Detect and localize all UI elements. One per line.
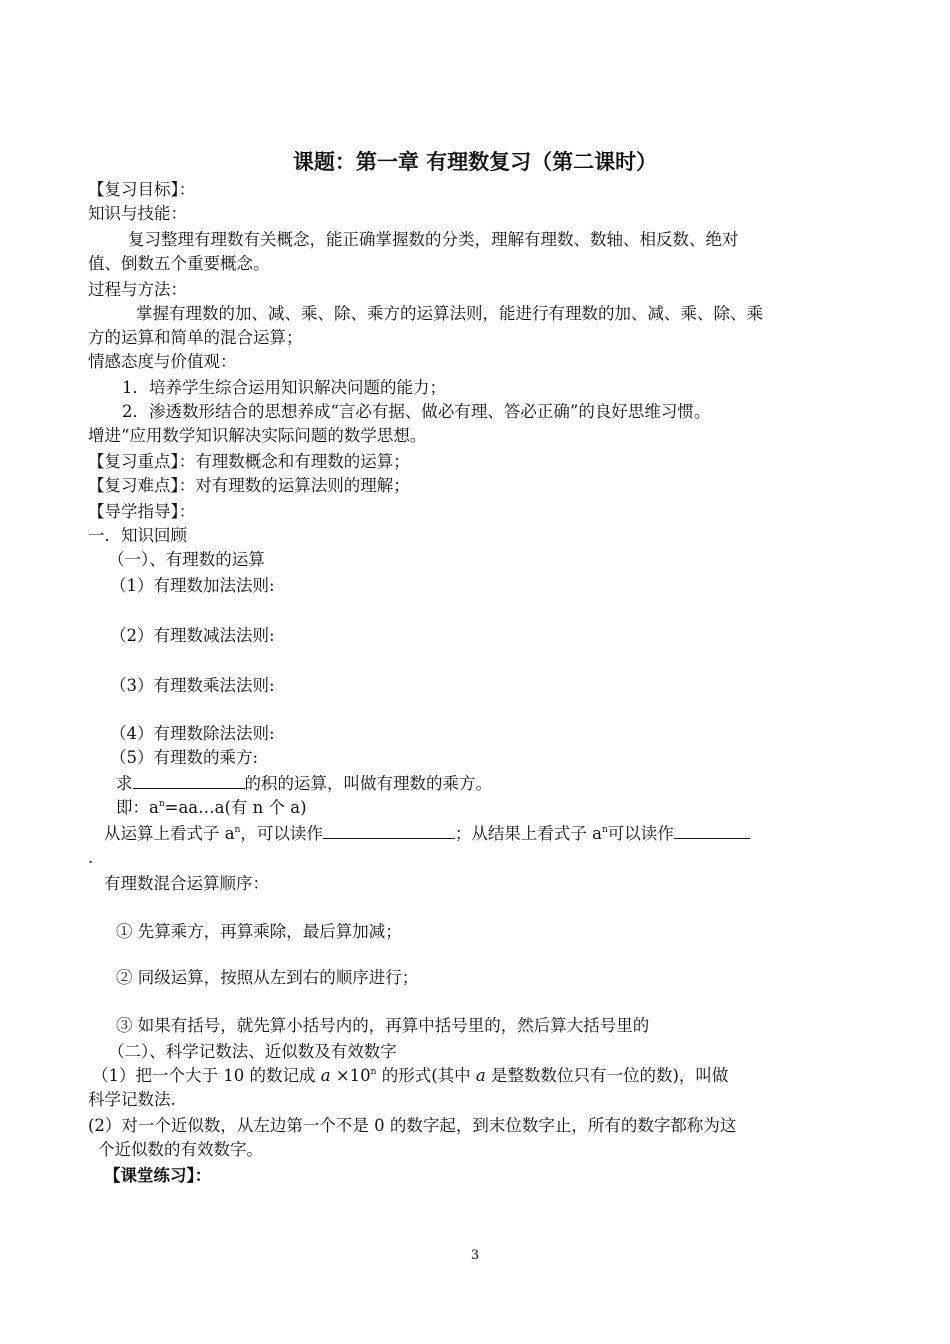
- significant-figures-line-1: (2）对一个近似数，从左边第一个不是 0 的数字起，到末位数字止，所有的数字都称为这: [88, 1116, 737, 1135]
- process-line-1: 掌握有理数的加、减、乘、除、乘方的运算法则，能进行有理数的加、减、乘、除、乘: [136, 304, 763, 323]
- review-sub-2: （二）、科学记数法、近似数及有效数字: [108, 1042, 397, 1061]
- page-number: 3: [470, 1248, 480, 1263]
- fill-blank-1[interactable]: [133, 772, 245, 789]
- review-sub-1: （一）、有理数的运算: [108, 550, 265, 569]
- knowledge-line-1: 复习整理有理数有关概念，能正确掌握数的分类，理解有理数、数轴、相反数、绝对: [128, 230, 739, 249]
- difficulty-line: 【复习难点】：对有理数的运算法则的理解；: [88, 476, 410, 495]
- process-line-2: 方的运算和简单的混合运算；: [88, 328, 303, 347]
- addition-rule: （1）有理数加法法则:: [110, 576, 275, 595]
- order-step-3: ③ 如果有括号，就先算小括号内的，再算中括号里的，然后算大括号里的: [116, 1016, 650, 1035]
- power-definition-pre: 求: [116, 774, 133, 793]
- power-definition-post: 的积的运算，叫做有理数的乘方。: [244, 774, 492, 793]
- emotion-item-2-line-2: 增进“应用数学知识解决实际问题的数学思想。: [88, 426, 427, 445]
- period-mark: .: [88, 848, 94, 867]
- knowledge-line-2: 值、倒数五个重要概念。: [88, 254, 270, 273]
- scientific-notation-line-2: 科学记数法.: [88, 1090, 176, 1109]
- emotion-item-1: 1．培养学生综合运用知识解决问题的能力；: [122, 378, 446, 397]
- power-rule: （5）有理数的乘方:: [110, 748, 259, 767]
- focus-line: 【复习重点】：有理数概念和有理数的运算；: [88, 452, 410, 471]
- fill-blank-3[interactable]: [674, 822, 750, 839]
- emotion-item-2-line-1: 2．渗透数形结合的思想养成“言必有据、做必有理、答必正确”的良好思维习惯。: [122, 402, 711, 421]
- order-step-2: ② 同级运算，按照从左到右的顺序进行；: [116, 968, 419, 987]
- power-definition: [116, 772, 492, 796]
- emotion-label: 情感态度与价值观：: [88, 352, 237, 371]
- page-title: 课题：第一章 有理数复习（第二课时）: [292, 150, 658, 174]
- division-rule: （4）有理数除法法则:: [110, 724, 275, 743]
- scientific-notation-line-1: （1）把一个大于 10 的数记成 $a \times 10^n$ 的形式(其中 a 是整数数位只有一位的数)，叫做: [92, 1066, 729, 1085]
- review-heading: 一．知识回顾: [88, 526, 187, 545]
- process-label: 过程与方法：: [88, 280, 187, 299]
- objectives-heading: 【复习目标】：: [88, 180, 196, 199]
- power-formula: 即：$a^n=aa\dots a$(有 n 个 a): [116, 798, 307, 817]
- subtraction-rule: （2）有理数减法法则:: [110, 626, 275, 645]
- order-step-1: ① 先算乘方，再算乘除，最后算加减；: [116, 922, 402, 941]
- mixed-order-label: 有理数混合运算顺序：: [104, 874, 269, 893]
- power-reading-line: 从运算上看式子 $a^n$，可以读作 ；从结果上看式子 $a^n$可以读作: [104, 822, 750, 846]
- guide-heading: 【导学指导】：: [88, 502, 196, 521]
- multiplication-rule: （3）有理数乘法法则:: [110, 676, 275, 695]
- significant-figures-line-2: 个近似数的有效数字。: [98, 1140, 263, 1159]
- fill-blank-2[interactable]: [323, 822, 455, 839]
- practice-heading: 【课堂练习】：: [104, 1166, 212, 1185]
- knowledge-label: 知识与技能：: [88, 204, 187, 223]
